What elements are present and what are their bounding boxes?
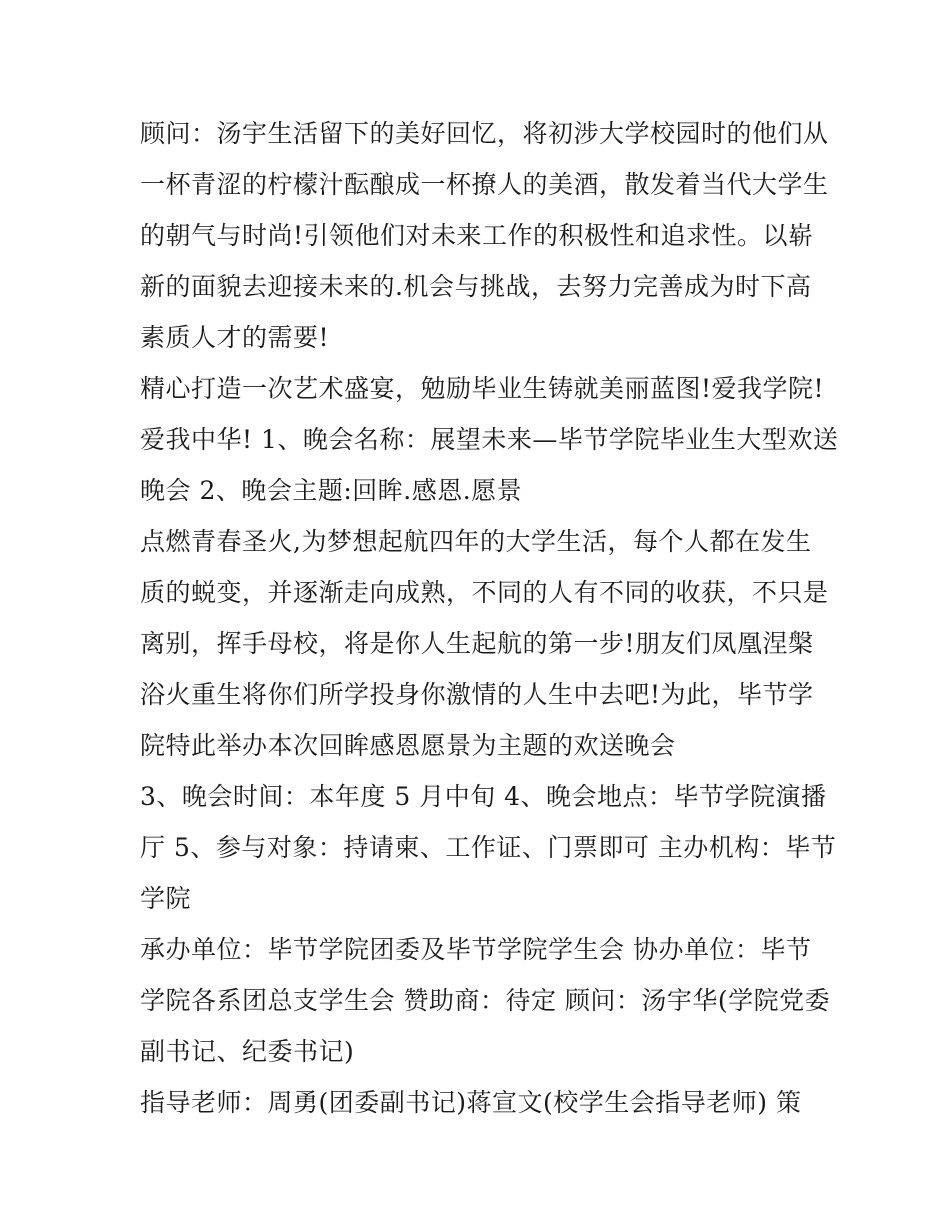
text-line: 院特此举办本次回眸感恩愿景为主题的欢送晚会 — [140, 731, 676, 760]
text-line: 浴火重生将你们所学投身你激情的人生中去吧!为此，毕节学 — [140, 680, 814, 709]
text-line: 副书记、纪委书记) — [140, 1037, 355, 1066]
text-line: 承办单位：毕节学院团委及毕节学院学生会 协办单位：毕节 — [140, 935, 812, 964]
text-line: 爱我中华! 1、晚会名称：展望未来—毕节学院毕业生大型欢送 — [140, 425, 839, 454]
text-line: 3、晚会时间：本年度 5 月中旬 4、晚会地点：毕节学院演播 — [140, 782, 827, 811]
text-line: 新的面貌去迎接未来的.机会与挑战，去努力完善成为时下高 — [140, 272, 812, 301]
text-line: 学院各系团总支学生会 赞助商：待定 顾问：汤宇华(学院党委 — [140, 986, 831, 1015]
text-line: 顾问：汤宇生活留下的美好回忆，将初涉大学校园时的他们从 — [140, 119, 829, 148]
text-line: 素质人才的需要! — [140, 323, 330, 352]
text-line: 厅 5、参与对象：持请柬、工作证、门票即可 主办机构：毕节 — [140, 833, 837, 862]
text-line: 精心打造一次艺术盛宴，勉励毕业生铸就美丽蓝图!爱我学院! — [140, 374, 825, 403]
document-body — [140, 108, 839, 1128]
text-line: 离别，挥手母校，将是你人生起航的第一步!朋友们凤凰涅槃 — [140, 629, 814, 658]
text-line: 晚会 2、晚会主题:回眸.感恩.愿景 — [140, 476, 523, 505]
text-line: 点燃青春圣火,为梦想起航四年的大学生活，每个人都在发生 — [140, 527, 812, 556]
text-line: 一杯青涩的柠檬汁酝酿成一杯撩人的美酒，散发着当代大学生 — [140, 170, 829, 199]
text-line: 的朝气与时尚!引领他们对未来工作的积极性和追求性。以崭 — [140, 221, 814, 250]
text-line: 指导老师：周勇(团委副书记)蒋宣文(校学生会指导老师) 策 — [140, 1088, 802, 1117]
text-line: 质的蜕变，并逐渐走向成熟，不同的人有不同的收获，不只是 — [140, 578, 829, 607]
text-line: 学院 — [140, 884, 192, 913]
